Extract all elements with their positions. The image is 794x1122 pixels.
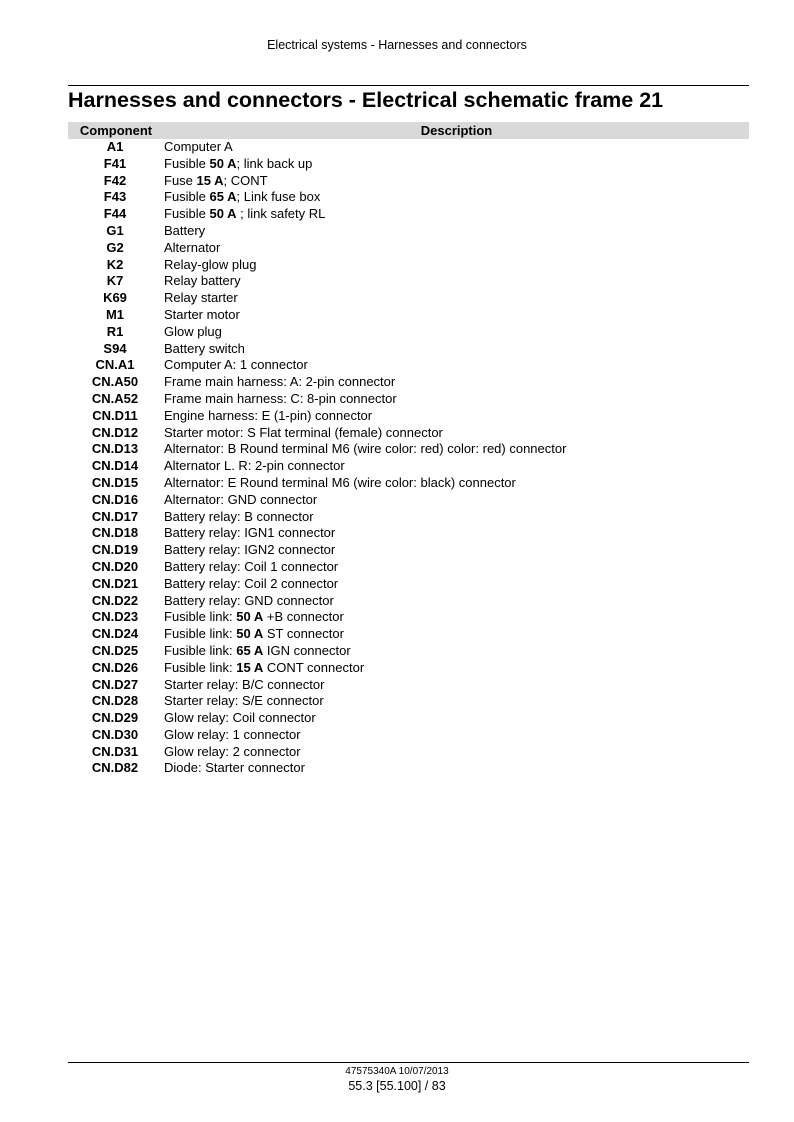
- component-id: M1: [105, 306, 125, 322]
- description-text: Starter relay: S/E connector: [164, 693, 324, 709]
- description-text: Fusible link:: [164, 642, 237, 658]
- table-row: [68, 643, 749, 660]
- table-row: [68, 391, 749, 408]
- description-text: Computer A: [164, 139, 233, 154]
- description-text: Frame main harness: A: 2-pin connector: [164, 374, 396, 390]
- description-text: Relay starter: [164, 290, 238, 306]
- component-description: [164, 324, 222, 341]
- table-row: [68, 307, 749, 324]
- component-id: CN.D25: [91, 642, 139, 658]
- component-id: CN.A1: [95, 357, 135, 373]
- component-description: [164, 677, 324, 694]
- description-text: Fusible link:: [164, 659, 237, 675]
- component-description: [164, 408, 372, 425]
- table-row: [68, 240, 749, 257]
- component-description: [164, 744, 301, 761]
- description-text: Starter motor: [164, 306, 240, 322]
- description-text: Battery relay: GND connector: [164, 592, 334, 608]
- table-row: [68, 458, 749, 475]
- description-text: Fusible link:: [164, 626, 237, 642]
- component-description: [164, 189, 320, 206]
- table-row: [68, 441, 749, 458]
- component-id: A1: [106, 139, 124, 154]
- table-row: [68, 509, 749, 526]
- footer-divider: [68, 1062, 749, 1063]
- description-text: ; link back up: [236, 155, 313, 171]
- description-text: Diode: Starter connector: [164, 760, 305, 776]
- table-row: [68, 744, 749, 761]
- description-text: Fusible: [164, 189, 210, 205]
- table-row: [68, 626, 749, 643]
- table-row: [68, 593, 749, 610]
- component-id: CN.D21: [91, 575, 139, 591]
- component-description: [164, 257, 257, 274]
- description-text: Alternator: GND connector: [164, 491, 318, 507]
- rating-value: 15 A: [236, 659, 264, 675]
- component-id: CN.D14: [91, 458, 139, 474]
- table-row: [68, 223, 749, 240]
- description-text: Relay battery: [164, 273, 241, 289]
- component-id: CN.D12: [91, 424, 139, 440]
- table-row: [68, 374, 749, 391]
- component-description: [164, 139, 233, 156]
- component-description: [164, 525, 335, 542]
- component-id: F41: [103, 155, 127, 171]
- description-text: Battery relay: IGN2 connector: [164, 542, 336, 558]
- description-text: Battery relay: Coil 2 connector: [164, 575, 339, 591]
- table-row: [68, 139, 749, 156]
- component-description: [164, 576, 338, 593]
- component-description: [164, 475, 516, 492]
- component-description: [164, 341, 245, 358]
- component-id: CN.D82: [91, 760, 139, 776]
- description-text: Battery relay: IGN1 connector: [164, 525, 336, 541]
- description-text: Alternator: E Round terminal M6 (wire color: black) connector: [164, 474, 516, 490]
- description-text: Battery relay: Coil 1 connector: [164, 558, 339, 574]
- component-id: CN.D11: [92, 407, 138, 423]
- description-text: ; Link fuse box: [236, 189, 321, 205]
- table-row: [68, 257, 749, 274]
- component-id: K7: [106, 273, 124, 289]
- component-id: CN.D24: [91, 626, 139, 642]
- table-row: [68, 525, 749, 542]
- description-text: Fusible: [164, 155, 210, 171]
- page-number: 55.3 [55.100] / 83: [348, 1079, 446, 1093]
- rating-value: 50 A: [236, 626, 264, 642]
- description-text: +B connector: [263, 609, 344, 625]
- description-text: Fusible: [164, 206, 210, 222]
- component-description: [164, 660, 364, 677]
- table-row: [68, 542, 749, 559]
- component-id: CN.D31: [91, 743, 139, 759]
- description-text: Frame main harness: C: 8-pin connector: [164, 390, 397, 406]
- description-text: Glow plug: [164, 323, 222, 339]
- component-table: [68, 139, 749, 777]
- description-text: ; CONT: [223, 172, 268, 188]
- component-description: [164, 559, 338, 576]
- description-text: ; link safety RL: [236, 206, 326, 222]
- table-row: [68, 710, 749, 727]
- component-description: [164, 273, 241, 290]
- table-row: [68, 693, 749, 710]
- component-id: F44: [103, 206, 127, 222]
- component-id: CN.D23: [91, 609, 139, 625]
- table-row: [68, 290, 749, 307]
- rating-value: 50 A: [209, 206, 237, 222]
- description-text: Computer A: 1 connector: [164, 357, 308, 373]
- component-description: [164, 626, 344, 643]
- table-row: [68, 357, 749, 374]
- column-header-component: Component: [79, 123, 153, 138]
- rating-value: 15 A: [196, 172, 224, 188]
- component-id: CN.D19: [91, 542, 139, 558]
- page-title: Harnesses and connectors - Electrical schematic frame 21: [68, 88, 664, 112]
- description-text: Starter relay: B/C connector: [164, 676, 325, 692]
- component-id: S94: [103, 340, 127, 356]
- description-text: IGN connector: [263, 642, 351, 658]
- table-header: [68, 122, 749, 139]
- component-description: [164, 727, 301, 744]
- description-text: Fusible link:: [164, 609, 237, 625]
- description-text: Battery relay: B connector: [164, 508, 314, 524]
- table-row: [68, 677, 749, 694]
- component-id: CN.D20: [91, 558, 139, 574]
- rating-value: 50 A: [209, 155, 237, 171]
- table-row: [68, 727, 749, 744]
- table-row: [68, 408, 749, 425]
- description-text: Fuse: [164, 172, 197, 188]
- table-row: [68, 660, 749, 677]
- component-description: [164, 173, 268, 190]
- running-header: Electrical systems - Harnesses and connectors: [267, 38, 527, 52]
- table-row: [68, 609, 749, 626]
- component-id: CN.D22: [91, 592, 139, 608]
- component-id: CN.D16: [91, 491, 139, 507]
- rating-value: 65 A: [236, 642, 264, 658]
- component-description: [164, 492, 317, 509]
- component-description: [164, 710, 316, 727]
- description-text: Battery: [164, 222, 206, 238]
- description-text: Engine harness: E (1-pin) connector: [164, 407, 373, 423]
- description-text: Alternator L. R: 2-pin connector: [164, 458, 345, 474]
- description-text: Battery switch: [164, 340, 245, 356]
- rating-value: 65 A: [209, 189, 237, 205]
- table-row: [68, 492, 749, 509]
- description-text: Starter motor: S Flat terminal (female) connector: [164, 424, 443, 440]
- component-description: [164, 593, 334, 610]
- component-id: K69: [103, 290, 127, 306]
- component-description: [164, 458, 345, 475]
- component-description: [164, 693, 324, 710]
- description-text: Glow relay: 1 connector: [164, 726, 301, 742]
- component-id: CN.D29: [91, 710, 139, 726]
- component-description: [164, 643, 351, 660]
- component-id: K2: [106, 256, 124, 272]
- document-code: 47575340A 10/07/2013: [345, 1066, 449, 1077]
- component-description: [164, 609, 344, 626]
- table-row: [68, 341, 749, 358]
- rating-value: 50 A: [236, 609, 264, 625]
- component-id: CN.D30: [91, 726, 139, 742]
- component-id: CN.D18: [91, 525, 139, 541]
- description-text: Glow relay: 2 connector: [164, 743, 301, 759]
- component-description: [164, 290, 238, 307]
- description-text: Alternator: B Round terminal M6 (wire color: red) color: red) connector: [164, 441, 567, 457]
- description-text: CONT connector: [263, 659, 365, 675]
- component-description: [164, 425, 443, 442]
- component-description: [164, 374, 395, 391]
- table-row: [68, 559, 749, 576]
- component-id: CN.D15: [91, 474, 139, 490]
- component-description: [164, 357, 308, 374]
- component-description: [164, 307, 240, 324]
- column-header-description: Description: [420, 123, 493, 138]
- component-description: [164, 760, 305, 777]
- table-row: [68, 760, 749, 777]
- component-id: CN.D28: [91, 693, 139, 709]
- table-row: [68, 425, 749, 442]
- component-description: [164, 542, 335, 559]
- table-row: [68, 173, 749, 190]
- component-description: [164, 156, 312, 173]
- table-row: [68, 273, 749, 290]
- component-id: F42: [103, 172, 127, 188]
- component-id: CN.A50: [91, 374, 139, 390]
- component-id: G2: [106, 239, 124, 255]
- component-id: G1: [106, 222, 124, 238]
- description-text: Glow relay: Coil connector: [164, 710, 316, 726]
- component-id: CN.D13: [91, 441, 139, 457]
- table-row: [68, 576, 749, 593]
- component-id: R1: [106, 323, 124, 339]
- component-id: CN.A52: [91, 390, 139, 406]
- header-divider: [68, 85, 749, 86]
- component-description: [164, 441, 566, 458]
- table-row: [68, 206, 749, 223]
- description-text: Relay-glow plug: [164, 256, 257, 272]
- component-id: F43: [103, 189, 127, 205]
- component-description: [164, 206, 325, 223]
- table-row: [68, 156, 749, 173]
- component-id: CN.D17: [91, 508, 139, 524]
- table-row: [68, 189, 749, 206]
- table-row: [68, 475, 749, 492]
- component-id: CN.D27: [91, 676, 139, 692]
- component-description: [164, 240, 220, 257]
- component-id: CN.D26: [91, 659, 139, 675]
- component-description: [164, 509, 314, 526]
- component-description: [164, 223, 205, 240]
- table-row: [68, 324, 749, 341]
- description-text: ST connector: [263, 626, 344, 642]
- description-text: Alternator: [164, 239, 221, 255]
- component-description: [164, 391, 397, 408]
